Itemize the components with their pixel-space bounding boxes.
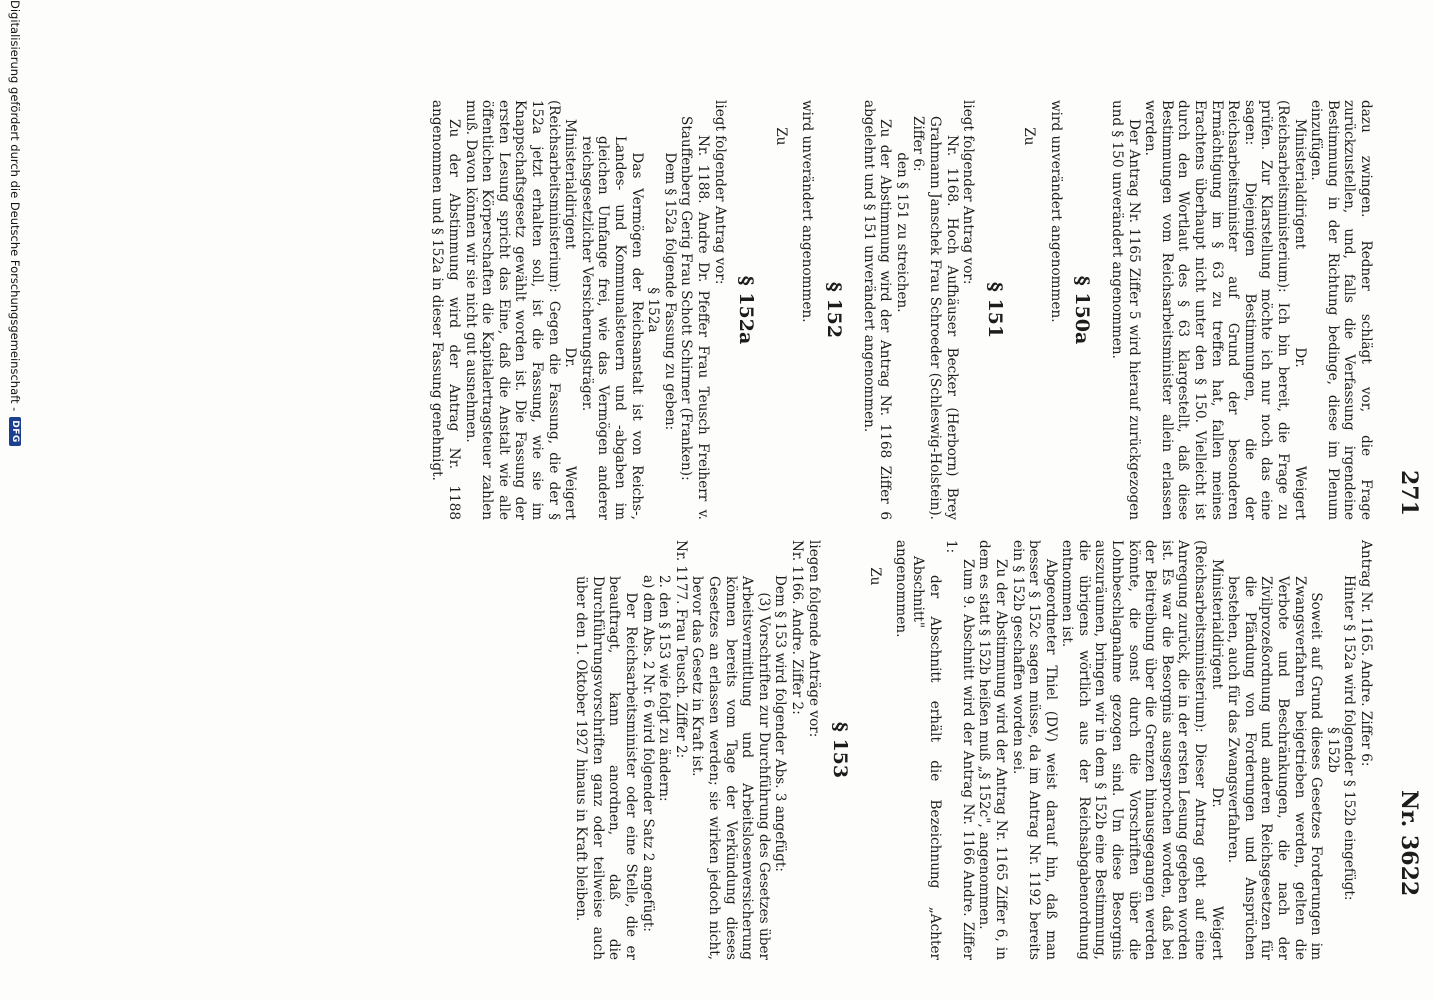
paragraph: Zu der Abstimmung wird der Antrag Nr. 1168 Ziffer 6 abgelehnt und § 151 unverändert angenommen. xyxy=(860,100,894,520)
right-text-column xyxy=(573,540,1374,960)
motion-text: Soweit auf Grund dieses Gesetzes Forderungen im Zwangsverfahren beigetrieben werden, gelten die Verbote und Beschränkungen, die nach der Zivilprozeßordnung und anderen Reichsgesetzen für die Pfändung von Forderungen und Ansprüchen bestehen, auch für das Zwangsverfahren. xyxy=(1225,576,1325,960)
paragraph: liegt folgender Antrag vor: xyxy=(960,100,977,285)
motion-entry: Nr. 1166. Andre. Ziffer 2: xyxy=(789,540,805,715)
motion-text: Hinter § 152a wird folgender § 152b eingefügt: xyxy=(1341,575,1358,901)
sub-section-heading: § 152a xyxy=(645,287,662,333)
left-text-column xyxy=(429,100,1374,520)
paragraph: dazu zwingen. Redner schlägt vor, die Frage zurückzustellen, und, falls die Verfassung irgendeine Bestimmung in der Richtung bedinge, diese im Plenum einzufügen. xyxy=(1308,100,1374,520)
paragraph: Der Antrag Nr. 1165 Ziffer 5 wird hierauf zurückgezogen und § 150 unverändert angenommen. xyxy=(1109,100,1142,520)
motion-text: den § 151 zu streichen. xyxy=(893,152,910,313)
paragraph: Abgeordneter Thiel (DV) weist darauf hin, daß man besser § 152c sagen müsse, da im Antrag Nr. 1192 bereits ein § 152b geschaffen worden sei. xyxy=(1009,540,1059,960)
footer-text: Digitalisierung gefördert durch die Deutsche Forschungsgemeinschaft - xyxy=(8,0,22,412)
zu-label: Zu xyxy=(772,127,789,146)
page-number: 271 xyxy=(1396,470,1422,516)
motion-text: Dem § 153 wird folgender Abs. 3 angefügt: xyxy=(772,575,789,872)
paragraph: angenommen. xyxy=(893,540,910,638)
zu-label: Zu xyxy=(866,567,883,586)
motion-entry: Nr. 1177. Frau Teusch. Ziffer 2: xyxy=(672,540,689,759)
motion-text: Dem § 152a folgende Fassung zu geben: xyxy=(661,152,678,431)
motion-text: Das Vermögen der Reichsanstalt ist von Reichs-, Landes- und Kommunalsteuern und -abgaben im gleichen Umfange frei, wie das Vermögen anderer reichsgesetzlicher Versicherungsträger. xyxy=(578,136,645,520)
paragraph: Ministerialdirigent Dr. Weigert (Reichsarbeitsministerium): Ich bin bereit, die Frage zu prüfen. Zur Klarstellung möchte ich nur noch das eine sagen: Diejenigen Bestimmungen, die der Reichsarbeitsminister auf Grund der besonderen Ermächtigung im § 63 zu treffen hat, fallen meines Erachtens überhaupt nicht unter den § 150. Vielleicht ist durch den Wortlaut des § 63 klargestellt, daß diese Bestimmungen vom Reichsarbeitsminister allein erlassen werden. xyxy=(1142,100,1308,520)
paragraph: Antrag Nr. 1165. Andre. Ziffer 6: xyxy=(1358,540,1374,767)
dfg-logo: DFG xyxy=(9,417,21,446)
section-heading: § 152a xyxy=(735,275,758,345)
motion-text: (3) Vorschriften zur Durchführung des Gesetzes über Arbeitsvermittlung und Arbeitslosenversicherung können bereits vom Tage der Verkündung dieses Gesetzes an erlassen werden; sie wirken jedoch nicht, bevor das Gesetz in Kraft ist. xyxy=(689,576,772,960)
section-heading: § 150a xyxy=(1071,275,1094,345)
paragraph: Ministerialdirigent Dr. Weigert (Reichsarbeitsministerium): Gegen die Fassung, die der § 152a jetzt erhalten soll, ist die Fassung, wie sie im Knappschaftsgesetz gewählt worden ist. Die Fassung der ersten Lesung spricht das Eine, daß die Anstalt wie alle öffentlichen Körperschaften die Kapitalertragsteuer zahlen muß. Davon können wir sie nicht gut ausnehmen. xyxy=(462,100,579,520)
paragraph: Zu der Abstimmung wird der Antrag Nr. 1165 Ziffer 6, in dem es statt § 152b heißen muß „§ 152c", angenommen. xyxy=(976,540,1009,960)
motion-text: 2. den § 153 wie folgt zu ändern: xyxy=(656,575,673,802)
paragraph: Ministerialdirigent Dr. Weigert (Reichsarbeitsministerium): Dieser Antrag geht auf eine Anregung zurück, die in der ersten Lesung gegeben worden ist. Es war die Besorgnis ausgesprochen worden, daß bei der Beitreibung über die Grenzen hinausgegangen werden könnte, die sonst durch die Vorschriften über die Lohnbeschlagnahme gezogen sind. Um diese Besorgnis auszuräumen, bringen wir in dem § 152b eine Bestimmung, die übrigens wörtlich aus der Reichsabgabenordnung entnommen ist. xyxy=(1059,540,1225,960)
paragraph: liegen folgende Anträge vor: xyxy=(805,540,822,738)
section-heading: § 153 xyxy=(829,721,852,779)
paragraph: wird unverändert angenommen. xyxy=(799,100,816,323)
motion-text: Der Reichsarbeitsminister oder eine Stelle, die er beauftragt, kann anordnen, daß die Durchführungsvorschriften ganz oder teilweise auch über den 1. Oktober 1927 hinaus in Kraft bleiben. xyxy=(573,576,640,960)
digitization-footer xyxy=(8,0,22,446)
motion-entry: Nr. 1168. Hoch Aufhäuser Becker (Herborn) Brey Grahmann Janschek Frau Schroeder (Schleswig-Holstein). Ziffer 6: xyxy=(910,116,960,520)
sub-section-heading: § 152b xyxy=(1324,727,1341,773)
motion-entry: Nr. 1188. Andre Dr. Pfeffer Frau Teusch Freiherr v. Stauffenberg Gerig Frau Schott Schirmer (Franken): xyxy=(678,116,711,520)
section-heading: § 151 xyxy=(983,281,1006,339)
paragraph: liegt folgender Antrag vor: xyxy=(711,100,728,285)
paragraph: Zu der Abstimmung wird der Antrag Nr. 1188 angenommen und § 152a in dieser Fassung genehmigt. xyxy=(429,100,463,520)
section-heading: § 152 xyxy=(822,281,845,339)
paragraph: Zum 9. Abschnitt wird der Antrag Nr. 1166 Andre. Ziffer 1: xyxy=(943,540,976,960)
motion-text: der Abschnitt erhält die Bezeichnung „Achter Abschnitt" xyxy=(909,556,943,960)
document-number: Nr. 3622 xyxy=(1396,790,1422,897)
motion-text: a) dem Abs. 2 Nr. 6 wird folgender Satz 2 angefügt: xyxy=(639,575,656,932)
zu-label: Zu xyxy=(1021,127,1038,146)
paragraph: wird unverändert angenommen. xyxy=(1047,100,1064,323)
